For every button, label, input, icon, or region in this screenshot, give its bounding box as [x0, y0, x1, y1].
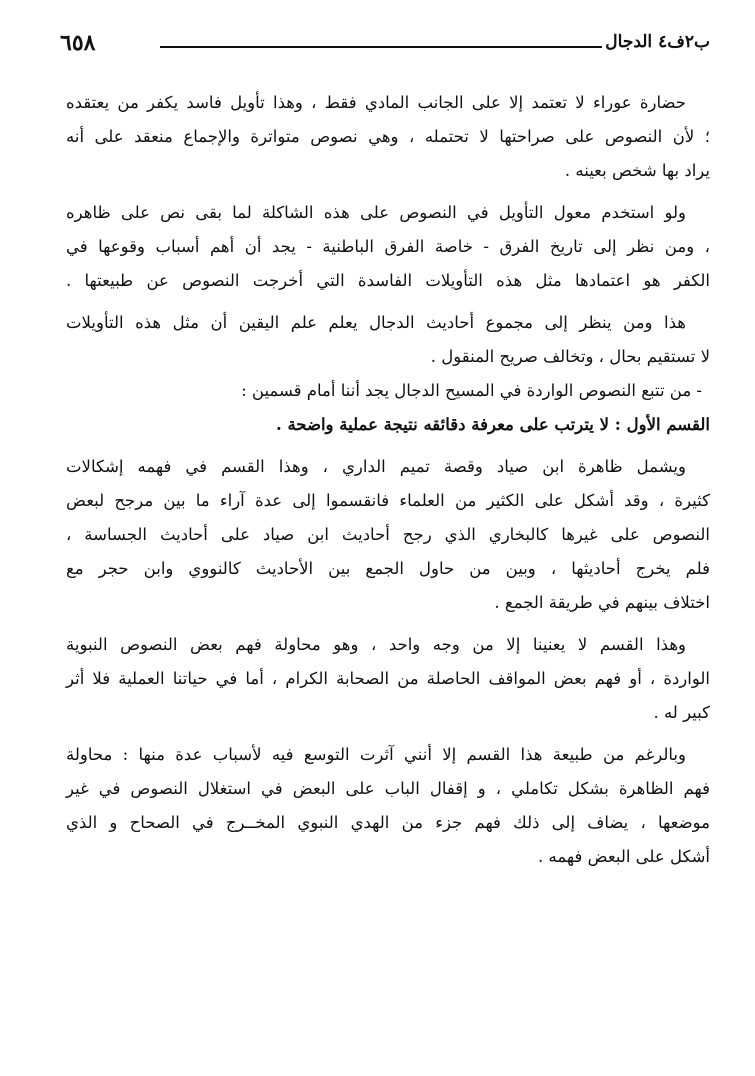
page-number: ٦٥٨ [60, 30, 96, 56]
text-line: ؛ لأن النصوص على صراحتها لا تحتمله ، وهي نصوص متواترة والإجماع منعقد على أنه [66, 127, 710, 146]
paragraph [66, 196, 710, 298]
paragraph [66, 628, 710, 730]
text-line: حضارة عوراء لا تعتمد إلا على الجانب المادي فقط ، وهذا تأويل فاسد يكفر من يعتقده [66, 93, 686, 112]
text-line: كثيرة ، وقد أشكل على الكثير من العلماء فانقسموا إلى عدة آراء ما بين مرجح لبعض [66, 491, 710, 510]
text-line: اختلاف بينهم في طريقة الجمع . [494, 593, 710, 612]
page-header [60, 30, 710, 62]
text-line: هذا ومن ينظر إلى مجموع أحاديث الدجال يعلم علم اليقين أن مثل هذه التأويلات [66, 313, 686, 332]
text-line: الكفر هو اعتمادها مثل هذه التأويلات الفاسدة التي أخرجت النصوص عن طبيعتها . [66, 271, 710, 290]
text-line: يراد بها شخص بعينه . [564, 161, 710, 180]
text-line: وهذا القسم لا يعنينا إلا من وجه واحد ، وهو محاولة فهم بعض النصوص النبوية [66, 635, 686, 654]
paragraph [66, 374, 710, 408]
paragraph [66, 738, 710, 874]
text-line: فلم يخرج أحاديثها ، وبين من حاول الجمع بين الأحاديث كالنووي وابن حجر مع [66, 559, 710, 578]
section-heading [66, 408, 710, 442]
text-line: لا تستقيم بحال ، وتخالف صريح المنقول . [430, 347, 710, 366]
text-line: القسم الأول : لا يترتب على معرفة دقائقه نتيجة عملية واضحة . [275, 415, 710, 434]
paragraph [66, 306, 710, 374]
chapter-title: ب٢ف٤ الدجال [605, 32, 710, 52]
text-line: - من تتبع النصوص الواردة في المسيح الدجال يجد أننا أمام قسمين : [241, 381, 702, 400]
text-line: ولو استخدم معول التأويل في النصوص على هذه الشاكلة لما بقى نص على ظاهره [66, 203, 686, 222]
text-line: موضعها ، يضاف إلى ذلك فهم جزء من الهدي النبوي المخــرج في الصحاح و الذي [66, 813, 710, 832]
paragraph [66, 450, 710, 620]
page-body [66, 86, 710, 874]
text-line: كبير له . [653, 703, 710, 722]
text-line: أشكل على البعض فهمه . [538, 847, 710, 866]
text-line: ويشمل ظاهرة ابن صياد وقصة تميم الداري ، وهذا القسم في فهمه إشكالات [66, 457, 686, 476]
paragraph [66, 86, 710, 188]
text-line: النصوص على غيرها كالبخاري الذي رجح أحاديث ابن صياد على أحاديث الجساسة ، [66, 525, 710, 544]
text-line: ، ومن نظر إلى تاريخ الفرق - خاصة الفرق الباطنية - يجد أن أهم أسباب وقوعها في [66, 237, 710, 256]
text-line: فهم الظاهرة بشكل تكاملي ، و إقفال الباب على البعض في استغلال النصوص في غير [66, 779, 710, 798]
header-rule [160, 46, 602, 48]
text-line: الواردة ، أو فهم بعض المواقف الحاصلة من الصحابة الكرام ، أما في حياتنا العملية فلا أثر [66, 669, 710, 688]
text-line: وبالرغم من طبيعة هذا القسم إلا أنني آثرت التوسع فيه لأسباب عدة منها : محاولة [66, 745, 686, 764]
